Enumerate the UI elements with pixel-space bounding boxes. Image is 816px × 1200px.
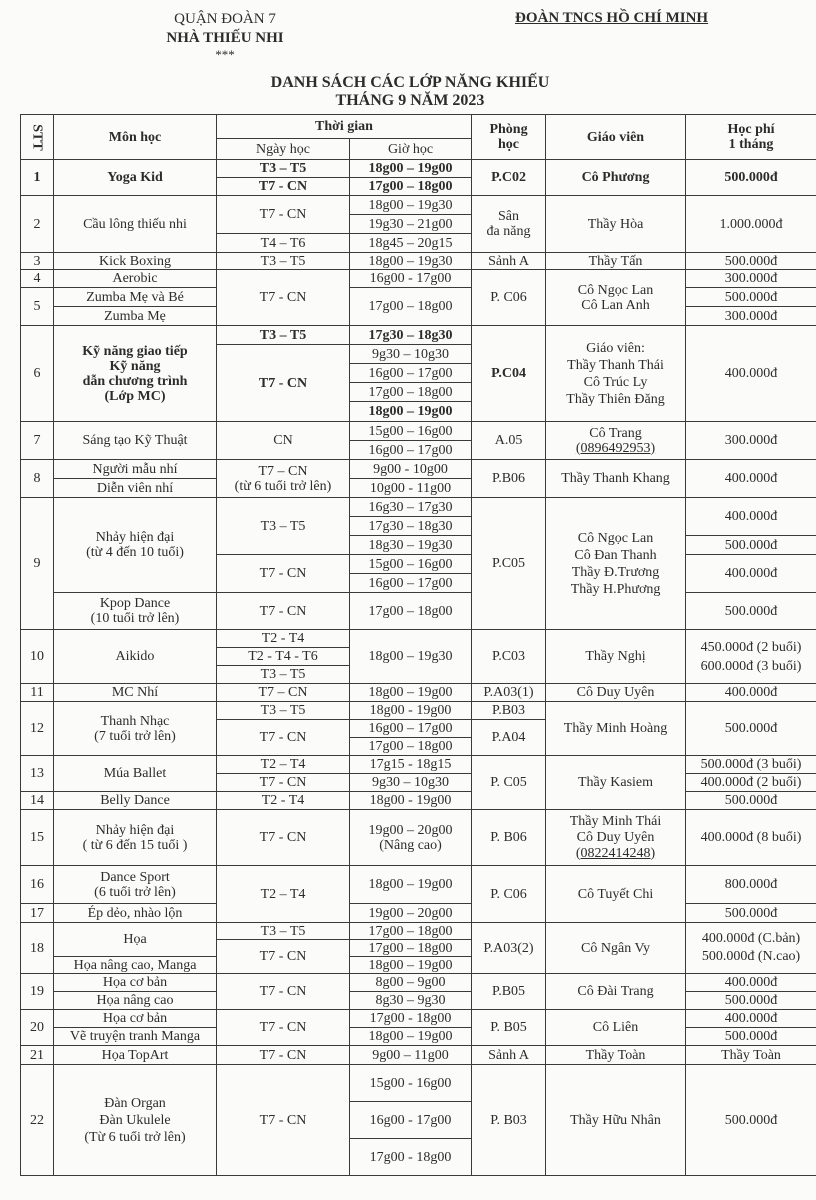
table-cell: 17 [21, 904, 54, 923]
table-cell: 8g30 – 9g30 [350, 992, 472, 1010]
table-cell: 18g00 – 19g00 [350, 1028, 472, 1046]
table-cell: 500.000đ [686, 1065, 816, 1176]
table-cell: Sảnh A [472, 253, 546, 270]
table-cell: Thanh Nhạc (7 tuổi trở lên) [54, 702, 217, 756]
table-cell: 8g00 – 9g00 [350, 974, 472, 992]
table-cell: T3 – T5 [217, 326, 350, 345]
table-cell: Ép dẻo, nhào lộn [54, 904, 217, 923]
col-room: Phòng học [472, 115, 546, 160]
table-cell: Nhảy hiện đại (từ 4 đến 10 tuổi) [54, 498, 217, 593]
table-cell: 500.000đ [686, 160, 816, 196]
table-cell: T7 - CN [217, 555, 350, 593]
table-cell: T7 - CN [217, 720, 350, 756]
table-cell: T3 – T5 [217, 253, 350, 270]
table-cell: T2 - T4 [217, 630, 350, 648]
table-cell: 18g00 – 19g00 [350, 160, 472, 178]
union-header: ĐOÀN TNCS HỒ CHÍ MINH [515, 10, 709, 26]
table-cell: P.C04 [472, 326, 546, 422]
table-cell: 9g00 - 10g00 [350, 460, 472, 479]
table-cell: 500.000đ [686, 253, 816, 270]
table-cell: Thầy Tấn [546, 253, 686, 270]
table-cell: Cô Ngọc Lan Cô Đan Thanh Thầy Đ.Trương Thầy H.Phương [546, 498, 686, 630]
table-cell: T7 - CN [217, 774, 350, 792]
table-cell: 16g00 – 17g00 [350, 720, 472, 738]
table-cell: Zumba Mẹ và Bé [54, 288, 217, 307]
table-cell: 400.000đ (2 buổi) [686, 774, 816, 792]
table-cell: Cô Phương [546, 160, 686, 196]
col-stt: STT [21, 115, 54, 160]
table-cell: 18g45 – 20g15 [350, 234, 472, 253]
table-cell: P.C03 [472, 630, 546, 684]
table-cell: P.B05 [472, 974, 546, 1010]
table-row [21, 992, 816, 1010]
table-cell: 500.000đ (3 buổi) [686, 756, 816, 774]
table-cell: Họa [54, 923, 217, 957]
table-cell: 5 [21, 288, 54, 326]
table-row [21, 288, 816, 307]
table-cell: 2 [21, 196, 54, 253]
table-cell: 400.000đ (C.bản) 500.000đ (N.cao) [686, 923, 816, 974]
table-cell: T7 - CN [217, 1065, 350, 1176]
table-cell: 400.000đ (8 buổi) [686, 810, 816, 866]
table-row [21, 498, 816, 517]
table-cell: 500.000đ [686, 593, 816, 630]
table-cell: Belly Dance [54, 792, 217, 810]
table-cell: 17g00 – 18g00 [350, 738, 472, 756]
table-row [21, 974, 816, 992]
table-cell: Cô Duy Uyên [546, 684, 686, 702]
table-row [21, 422, 816, 441]
table-cell: Họa cơ bản [54, 1010, 217, 1028]
org-line-2: NHÀ THIẾU NHI [166, 30, 284, 46]
table-cell: 16g00 – 17g00 [350, 574, 472, 593]
table-cell: Nhảy hiện đại ( từ 6 đến 15 tuổi ) [54, 810, 217, 866]
table-row [21, 756, 816, 774]
table-row [21, 253, 816, 270]
table-cell: 18g00 – 19g30 [350, 253, 472, 270]
table-cell: Kỹ năng giao tiếp Kỹ năng dẫn chương trình (Lớp MC) [54, 326, 217, 422]
table-cell: Thầy Nghị [546, 630, 686, 684]
table-row [21, 1046, 816, 1065]
table-cell: CN [217, 422, 350, 460]
table-cell: 18g00 – 19g00 [350, 866, 472, 904]
table-cell: T2 – T4 [217, 866, 350, 923]
table-cell: T2 - T4 [217, 792, 350, 810]
table-cell: 4 [21, 270, 54, 288]
table-cell: Người mẫu nhí [54, 460, 217, 479]
table-cell: 400.000đ [686, 555, 816, 593]
table-cell: Cô Liên [546, 1010, 686, 1046]
table-cell: 18g30 – 19g30 [350, 536, 472, 555]
table-cell: 16 [21, 866, 54, 904]
table-cell: 500.000đ [686, 288, 816, 307]
table-cell: T7 - CN [217, 1010, 350, 1046]
table-cell: 450.000đ (2 buổi) 600.000đ (3 buổi) [686, 630, 816, 684]
table-cell: 11 [21, 684, 54, 702]
table-cell: 17g00 – 18g00 [350, 923, 472, 940]
table-cell: Sảnh A [472, 1046, 546, 1065]
table-cell: P.A03(1) [472, 684, 546, 702]
table-cell: 400.000đ [686, 974, 816, 992]
table-cell: P. C06 [472, 270, 546, 326]
table-cell: 10g00 - 11g00 [350, 479, 472, 498]
table-cell: T7 - CN [217, 974, 350, 1010]
table-cell: 1 [21, 160, 54, 196]
table-cell: Sáng tạo Kỹ Thuật [54, 422, 217, 460]
table-cell: 9g00 – 11g00 [350, 1046, 472, 1065]
table-cell: 13 [21, 756, 54, 792]
document-title [150, 74, 670, 110]
table-cell: 800.000đ [686, 866, 816, 904]
table-cell: Thầy Hữu Nhân [546, 1065, 686, 1176]
table-cell: 22 [21, 1065, 54, 1176]
table-cell: 17g00 - 18g00 [350, 1139, 472, 1176]
title-line-1: DANH SÁCH CÁC LỚP NĂNG KHIẾU [270, 74, 550, 91]
table-cell: P. B06 [472, 810, 546, 866]
col-teacher: Giáo viên [546, 115, 686, 160]
table-cell: Thầy Thanh Khang [546, 460, 686, 498]
table-cell: 500.000đ [686, 536, 816, 555]
table-cell: Thầy Toàn [686, 1046, 816, 1065]
table-row [21, 904, 816, 923]
table-cell: 9 [21, 498, 54, 630]
table-cell: 18g00 - 19g00 [350, 702, 472, 720]
table-cell: 1.000.000đ [686, 196, 816, 253]
table-cell: 400.000đ [686, 1010, 816, 1028]
table-cell: 16g00 – 17g00 [350, 441, 472, 460]
table-row [21, 702, 816, 720]
table-cell: T7 - CN [217, 593, 350, 630]
table-row [21, 326, 816, 345]
table-cell: Họa TopArt [54, 1046, 217, 1065]
table-cell: 17g00 – 18g00 [350, 383, 472, 402]
table-row [21, 792, 816, 810]
table-row [21, 810, 816, 866]
table-cell: T3 – T5 [217, 666, 350, 684]
table-cell: 16g30 – 17g30 [350, 498, 472, 517]
table-row [21, 1010, 816, 1028]
stars: *** [215, 47, 235, 62]
col-fee: Học phí 1 tháng [686, 115, 816, 160]
table-cell: 500.000đ [686, 702, 816, 756]
table-cell: 17g00 – 18g00 [350, 593, 472, 630]
table-cell: 16g00 - 17g00 [350, 1102, 472, 1139]
table-cell: Cô Đài Trang [546, 974, 686, 1010]
table-cell: Đàn Organ Đàn Ukulele (Từ 6 tuổi trở lên) [54, 1065, 217, 1176]
table-cell: Múa Ballet [54, 756, 217, 792]
table-row [21, 270, 816, 288]
table-cell: 300.000đ [686, 422, 816, 460]
table-cell: 16g00 - 17g00 [350, 270, 472, 288]
table-cell: 14 [21, 792, 54, 810]
table-cell: Aerobic [54, 270, 217, 288]
table-cell: T7 - CN [217, 345, 350, 422]
table-cell: 19g00 – 20g00 (Nâng cao) [350, 810, 472, 866]
table-cell: 15g00 – 16g00 [350, 422, 472, 441]
table-cell: Họa cơ bản [54, 974, 217, 992]
table-cell: 20 [21, 1010, 54, 1046]
header-row [21, 115, 816, 139]
table-cell: Cô Trang (0896492953) [546, 422, 686, 460]
table-cell: Thầy Kasiem [546, 756, 686, 810]
table-cell: P.A04 [472, 720, 546, 756]
table-cell: 17g00 - 18g00 [350, 1010, 472, 1028]
table-cell: Cầu lông thiếu nhi [54, 196, 217, 253]
table-cell: T7 – CN [217, 684, 350, 702]
table-cell: 19g30 – 21g00 [350, 215, 472, 234]
table-cell: 15g00 – 16g00 [350, 555, 472, 574]
table-cell: 18 [21, 923, 54, 974]
table-cell: P. B05 [472, 1010, 546, 1046]
col-days: Ngày học [217, 139, 350, 160]
table-cell: 400.000đ [686, 498, 816, 536]
table-cell: 500.000đ [686, 1028, 816, 1046]
table-cell: 400.000đ [686, 326, 816, 422]
table-cell: 17g00 – 18g00 [350, 288, 472, 326]
table-cell: Thầy Minh Thái Cô Duy Uyên (0822414248) [546, 810, 686, 866]
table-cell: Cô Ngân Vy [546, 923, 686, 974]
table-cell: 15 [21, 810, 54, 866]
table-cell: Thầy Toàn [546, 1046, 686, 1065]
class-schedule-table [20, 114, 816, 1176]
table-cell: T3 – T5 [217, 702, 350, 720]
table-cell: Vẽ truyện tranh Manga [54, 1028, 217, 1046]
table-cell: Sân đa năng [472, 196, 546, 253]
table-cell: Diễn viên nhí [54, 479, 217, 498]
table-cell: T7 - CN [217, 810, 350, 866]
table-cell: Dance Sport (6 tuổi trở lên) [54, 866, 217, 904]
table-cell: 19g00 – 20g00 [350, 904, 472, 923]
table-cell: Giáo viên: Thầy Thanh Thái Cô Trúc Ly Thầy Thiên Đăng [546, 326, 686, 422]
table-row [21, 460, 816, 479]
table-row [21, 630, 816, 648]
table-cell: Họa nâng cao [54, 992, 217, 1010]
table-cell: Cô Ngọc Lan Cô Lan Anh [546, 270, 686, 326]
table-cell: Cô Tuyết Chi [546, 866, 686, 923]
table-cell: 16g00 – 17g00 [350, 364, 472, 383]
table-row [21, 1028, 816, 1046]
table-cell: T7 - CN [217, 940, 350, 974]
col-hours: Giờ học [350, 139, 472, 160]
organization-header [150, 10, 300, 62]
table-cell: Aikido [54, 630, 217, 684]
table-cell: 3 [21, 253, 54, 270]
table-cell: T7 - CN [217, 196, 350, 234]
table-cell: 400.000đ [686, 460, 816, 498]
table-cell: 18g00 – 19g30 [350, 196, 472, 215]
table-cell: Zumba Mẹ [54, 307, 217, 326]
table-row [21, 196, 816, 215]
col-subject: Môn học [54, 115, 217, 160]
table-row [21, 684, 816, 702]
table-row [21, 866, 816, 904]
table-cell: P. B03 [472, 1065, 546, 1176]
table-cell: 17g00 – 18g00 [350, 940, 472, 957]
table-cell: A.05 [472, 422, 546, 460]
table-cell: 12 [21, 702, 54, 756]
table-cell: 17g30 – 18g30 [350, 517, 472, 536]
table-cell: T3 – T5 [217, 498, 350, 555]
table-cell: 400.000đ [686, 684, 816, 702]
table-cell: P.C02 [472, 160, 546, 196]
table-cell: 18g00 – 19g00 [350, 684, 472, 702]
table-cell: T3 – T5 [217, 160, 350, 178]
table-row [21, 593, 816, 630]
table-cell: 500.000đ [686, 992, 816, 1010]
title-line-2: THÁNG 9 NĂM 2023 [335, 92, 485, 109]
table-cell: Yoga Kid [54, 160, 217, 196]
table-cell: T2 - T4 - T6 [217, 648, 350, 666]
table-cell: Kick Boxing [54, 253, 217, 270]
table-row [21, 1065, 816, 1102]
col-time: Thời gian [217, 115, 472, 139]
table-cell: 17g15 - 18g15 [350, 756, 472, 774]
table-cell: 18g00 – 19g00 [350, 402, 472, 422]
table-cell: 21 [21, 1046, 54, 1065]
table-cell: T7 – CN (từ 6 tuổi trở lên) [217, 460, 350, 498]
table-cell: 9g30 – 10g30 [350, 774, 472, 792]
table-cell: T3 – T5 [217, 923, 350, 940]
table-cell: T4 – T6 [217, 234, 350, 253]
table-cell: 300.000đ [686, 307, 816, 326]
table-cell: P.A03(2) [472, 923, 546, 974]
table-cell: T7 - CN [217, 270, 350, 326]
table-cell: 18g00 – 19g00 [350, 957, 472, 974]
table-cell: 7 [21, 422, 54, 460]
table-cell: 15g00 - 16g00 [350, 1065, 472, 1102]
table-cell: P.B06 [472, 460, 546, 498]
table-cell: T2 – T4 [217, 756, 350, 774]
table-cell: 8 [21, 460, 54, 498]
table-cell: 10 [21, 630, 54, 684]
table-row [21, 160, 816, 178]
table-row [21, 923, 816, 940]
table-cell: Thầy Minh Hoàng [546, 702, 686, 756]
table-cell: Họa nâng cao, Manga [54, 957, 217, 974]
table-cell: 6 [21, 326, 54, 422]
table-cell: 19 [21, 974, 54, 1010]
table-cell: 9g30 – 10g30 [350, 345, 472, 364]
table-cell: T7 - CN [217, 1046, 350, 1065]
table-cell: P. C06 [472, 866, 546, 923]
table-cell: 500.000đ [686, 792, 816, 810]
table-cell: P.C05 [472, 498, 546, 630]
table-cell: T7 - CN [217, 178, 350, 196]
table-cell: 500.000đ [686, 904, 816, 923]
table-cell: P.B03 [472, 702, 546, 720]
table-cell: 18g00 - 19g00 [350, 792, 472, 810]
table-cell: Thầy Hòa [546, 196, 686, 253]
table-cell: 17g00 – 18g00 [350, 178, 472, 196]
table-cell: Kpop Dance (10 tuổi trở lên) [54, 593, 217, 630]
table-cell: 18g00 – 19g30 [350, 630, 472, 684]
table-cell: 17g30 – 18g30 [350, 326, 472, 345]
table-cell: MC Nhí [54, 684, 217, 702]
table-cell: P. C05 [472, 756, 546, 810]
table-cell: 300.000đ [686, 270, 816, 288]
org-line-1: QUẬN ĐOÀN 7 [174, 11, 276, 27]
